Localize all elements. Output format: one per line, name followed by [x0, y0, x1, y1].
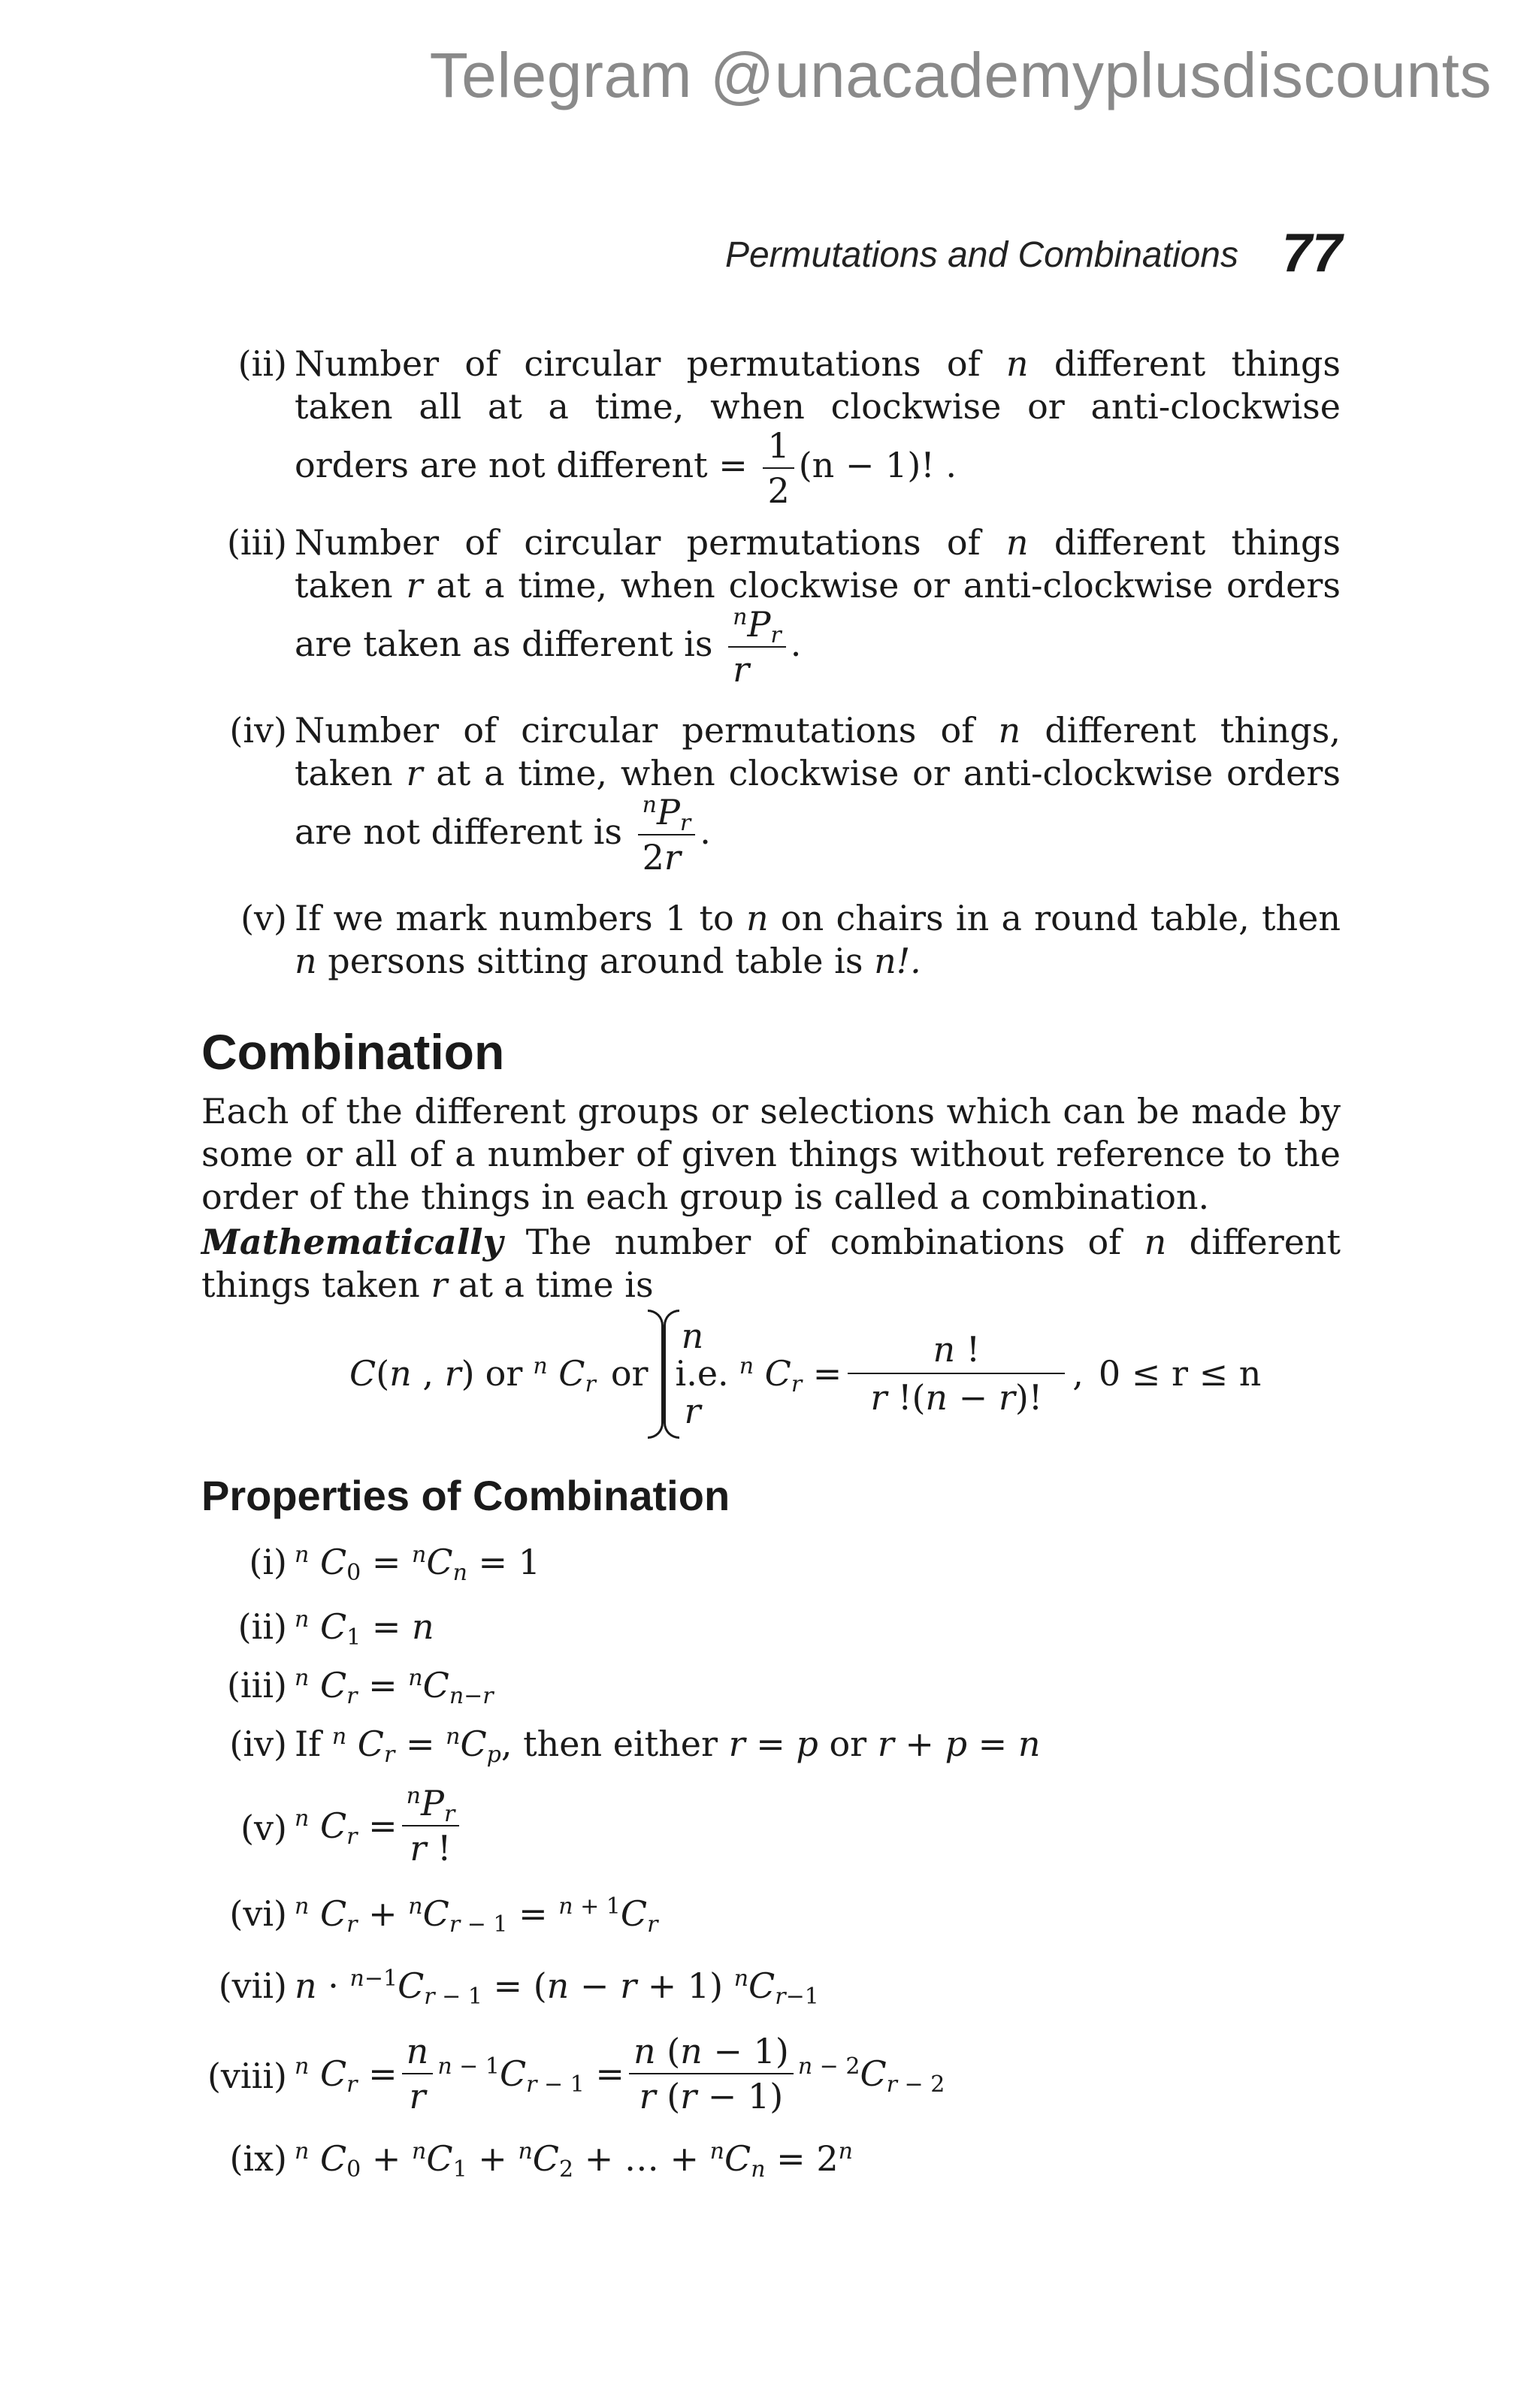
section-heading-properties: Properties of Combination	[201, 1472, 730, 1519]
fraction-npr-over-2r: $\frac{^nP_r}{2r}$	[638, 795, 696, 875]
mathematically-label: Mathematically	[201, 1222, 503, 1262]
property-viii: (viii) $^n$ $C_r$ = $\frac{n}{r}$ $^{n - 1}C_{r - 1}$ = $\frac{n (n - 1)}{r (r - 1)}$ $^{n - 2}C_{r - 2}$	[207, 2031, 945, 2116]
circular-item-iii: (iii) Number of circular permutations of n different things taken r at a time, when clockwise or anti-clockwise orders are taken as different is $\frac{^nP_r}{r}$ .	[226, 522, 1341, 690]
page-number: 77	[1281, 223, 1342, 283]
fraction-n-factorial: $\frac{n !}{r !(n - r)!}$	[848, 1332, 1065, 1415]
fraction-npr-over-r: $\frac{^nP_r}{r}$	[728, 607, 786, 687]
circular-item-iv: (iv) Number of circular permutations of n different things, taken r at a time, when clockwise or anti-clockwise orders are not different is $\frac{^nP_r}{2r}$ .	[229, 710, 1341, 878]
property-v: (v) $^n$ $C_r$ = $\frac{^nP_r}{r !}$	[201, 1781, 1341, 1871]
mathematically-paragraph: Mathematically The number of combinations of n different things taken r at a time is	[201, 1222, 1341, 1305]
combination-formula: C(n , r) or $^n$ $C_r$ or n r i.e. $^n$ $C_r$ = $\frac{n !}{r !(n - r)!}$ , 0 ≤ r ≤ n	[349, 1306, 1251, 1441]
running-title: Permutations and Combinations	[724, 235, 1238, 275]
circular-item-ii: (ii) Number of circular permutations of n different things taken all at a time, when clockwise or anti-clockwise orders are not different = $\frac{1}{2}$ (n − 1)! .	[237, 343, 1341, 511]
fraction-one-half: $\frac{1}{2}$	[763, 428, 794, 508]
item-number: (iii)	[226, 522, 287, 563]
watermark: Telegram @unacademyplusdiscounts	[429, 40, 1492, 110]
circular-item-v: (v) If we mark numbers 1 to n on chairs in a round table, then n persons sitting around table is n!.	[240, 898, 1341, 981]
item-number: (iv)	[229, 710, 287, 751]
item-number: (ii)	[237, 343, 287, 384]
item-number: (v)	[240, 898, 287, 938]
section-heading-combination: Combination	[201, 1024, 505, 1080]
combination-definition: Each of the different groups or selections which can be made by some or all of a number of given things without reference to the order of the things in each group is called a combination.	[201, 1091, 1341, 1217]
running-head	[725, 234, 1238, 276]
